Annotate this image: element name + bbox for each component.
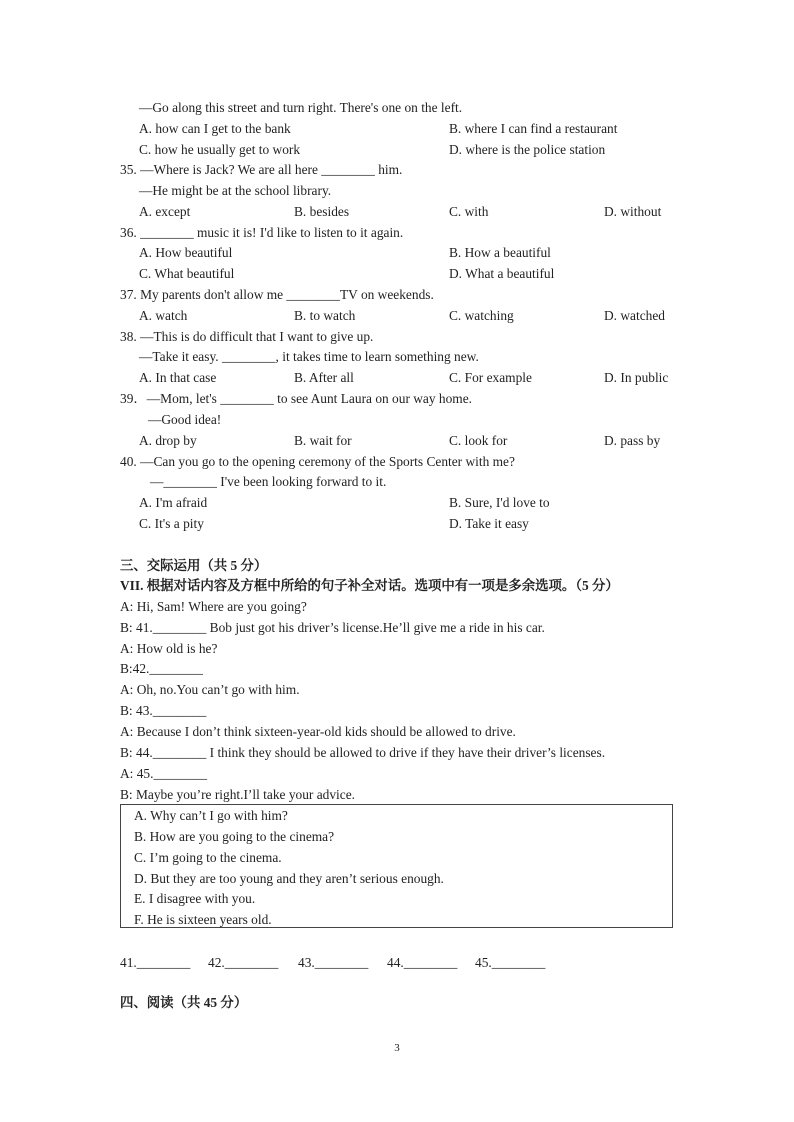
option-39d: D. pass by (604, 433, 661, 448)
option-37d: D. watched (604, 308, 665, 323)
option-35b: B. besides (294, 204, 350, 219)
answer-blank-41: 41.________ (120, 955, 191, 970)
question-35: 35. —Where is Jack? We are all here ________ him. (120, 162, 403, 177)
option-39a: A. drop by (139, 433, 197, 448)
question-38-reply: —Take it easy. ________, it takes time to learn something new. (139, 349, 479, 364)
option-37c: C. watching (449, 308, 514, 323)
option-35c: C. with (449, 204, 489, 219)
option-40d: D. Take it easy (449, 516, 529, 531)
question-39-reply: —Good idea! (148, 412, 222, 427)
question-40: 40. —Can you go to the opening ceremony of the Sports Center with me? (120, 454, 515, 469)
option-34d: D. where is the police station (449, 142, 606, 157)
dialogue-line: A: 45.________ (120, 766, 208, 781)
option-37b: B. to watch (294, 308, 356, 323)
option-36a: A. How beautiful (139, 245, 233, 260)
box-option-a: A. Why can’t I go with him? (134, 808, 288, 823)
option-36c: C. What beautiful (139, 266, 235, 281)
option-38a: A. In that case (139, 370, 217, 385)
question-38: 38. —This is do difficult that I want to give up. (120, 329, 374, 344)
box-option-d: D. But they are too young and they aren’t serious enough. (134, 871, 444, 886)
dialogue-line: A: How old is he? (120, 641, 218, 656)
page-number: 3 (394, 1042, 400, 1054)
section-instruction-7: VII. 根据对话内容及方框中所给的句子补全对话。选项中有一项是多余选项。（5 分） (120, 578, 619, 593)
answer-blank-43: 43.________ (298, 955, 369, 970)
dialogue-line: B: 43.________ (120, 703, 207, 718)
dialogue-line: B: Maybe you’re right.I’ll take your advice. (120, 787, 356, 802)
answer-blank-42: 42.________ (208, 955, 279, 970)
option-39b: B. wait for (294, 433, 352, 448)
option-34b: B. where I can find a restaurant (449, 121, 618, 136)
question-36: 36. ________ music it is! I'd like to listen to it again. (120, 225, 404, 240)
option-37a: A. watch (139, 308, 188, 323)
dialogue-line: A: Oh, no.You can’t go with him. (120, 682, 300, 697)
option-35d: D. without (604, 204, 662, 219)
answer-blank-45: 45.________ (475, 955, 546, 970)
dialogue-line: —Go along this street and turn right. There's one on the left. (139, 100, 463, 115)
question-40-reply: —________ I've been looking forward to it. (150, 474, 387, 489)
dialogue-line: A: Because I don’t think sixteen-year-old kids should be allowed to drive. (120, 724, 516, 739)
dialogue-line: B: 41.________ Bob just got his driver’s license.He’ll give me a ride in his car. (120, 620, 545, 635)
option-38d: D. In public (604, 370, 669, 385)
dialogue-line: B: 44.________ I think they should be allowed to drive if they have their driver’s licenses. (120, 745, 606, 760)
option-40b: B. Sure, I'd love to (449, 495, 550, 510)
option-40c: C. It's a pity (139, 516, 204, 531)
option-35a: A. except (139, 204, 191, 219)
option-34a: A. how can I get to the bank (139, 121, 291, 136)
question-37: 37. My parents don't allow me ________TV on weekends. (120, 287, 434, 302)
option-39c: C. look for (449, 433, 508, 448)
section-heading-4: 四、阅读（共 45 分） (120, 995, 248, 1010)
box-option-f: F. He is sixteen years old. (134, 912, 272, 927)
option-38c: C. For example (449, 370, 532, 385)
section-heading-3: 三、交际运用（共 5 分） (120, 558, 268, 573)
option-36b: B. How a beautiful (449, 245, 551, 260)
option-36d: D. What a beautiful (449, 266, 555, 281)
option-34c: C. how he usually get to work (139, 142, 301, 157)
options-box (120, 804, 673, 928)
option-40a: A. I'm afraid (139, 495, 208, 510)
dialogue-line: B:42.________ (120, 661, 203, 676)
box-option-c: C. I’m going to the cinema. (134, 850, 282, 865)
box-option-b: B. How are you going to the cinema? (134, 829, 335, 844)
box-option-e: E. I disagree with you. (134, 891, 256, 906)
option-38b: B. After all (294, 370, 354, 385)
question-35-reply: —He might be at the school library. (139, 183, 332, 198)
question-39: 39．—Mom, let's ________ to see Aunt Laura on our way home. (120, 391, 473, 406)
dialogue-line: A: Hi, Sam! Where are you going? (120, 599, 307, 614)
answer-blank-44: 44.________ (387, 955, 458, 970)
